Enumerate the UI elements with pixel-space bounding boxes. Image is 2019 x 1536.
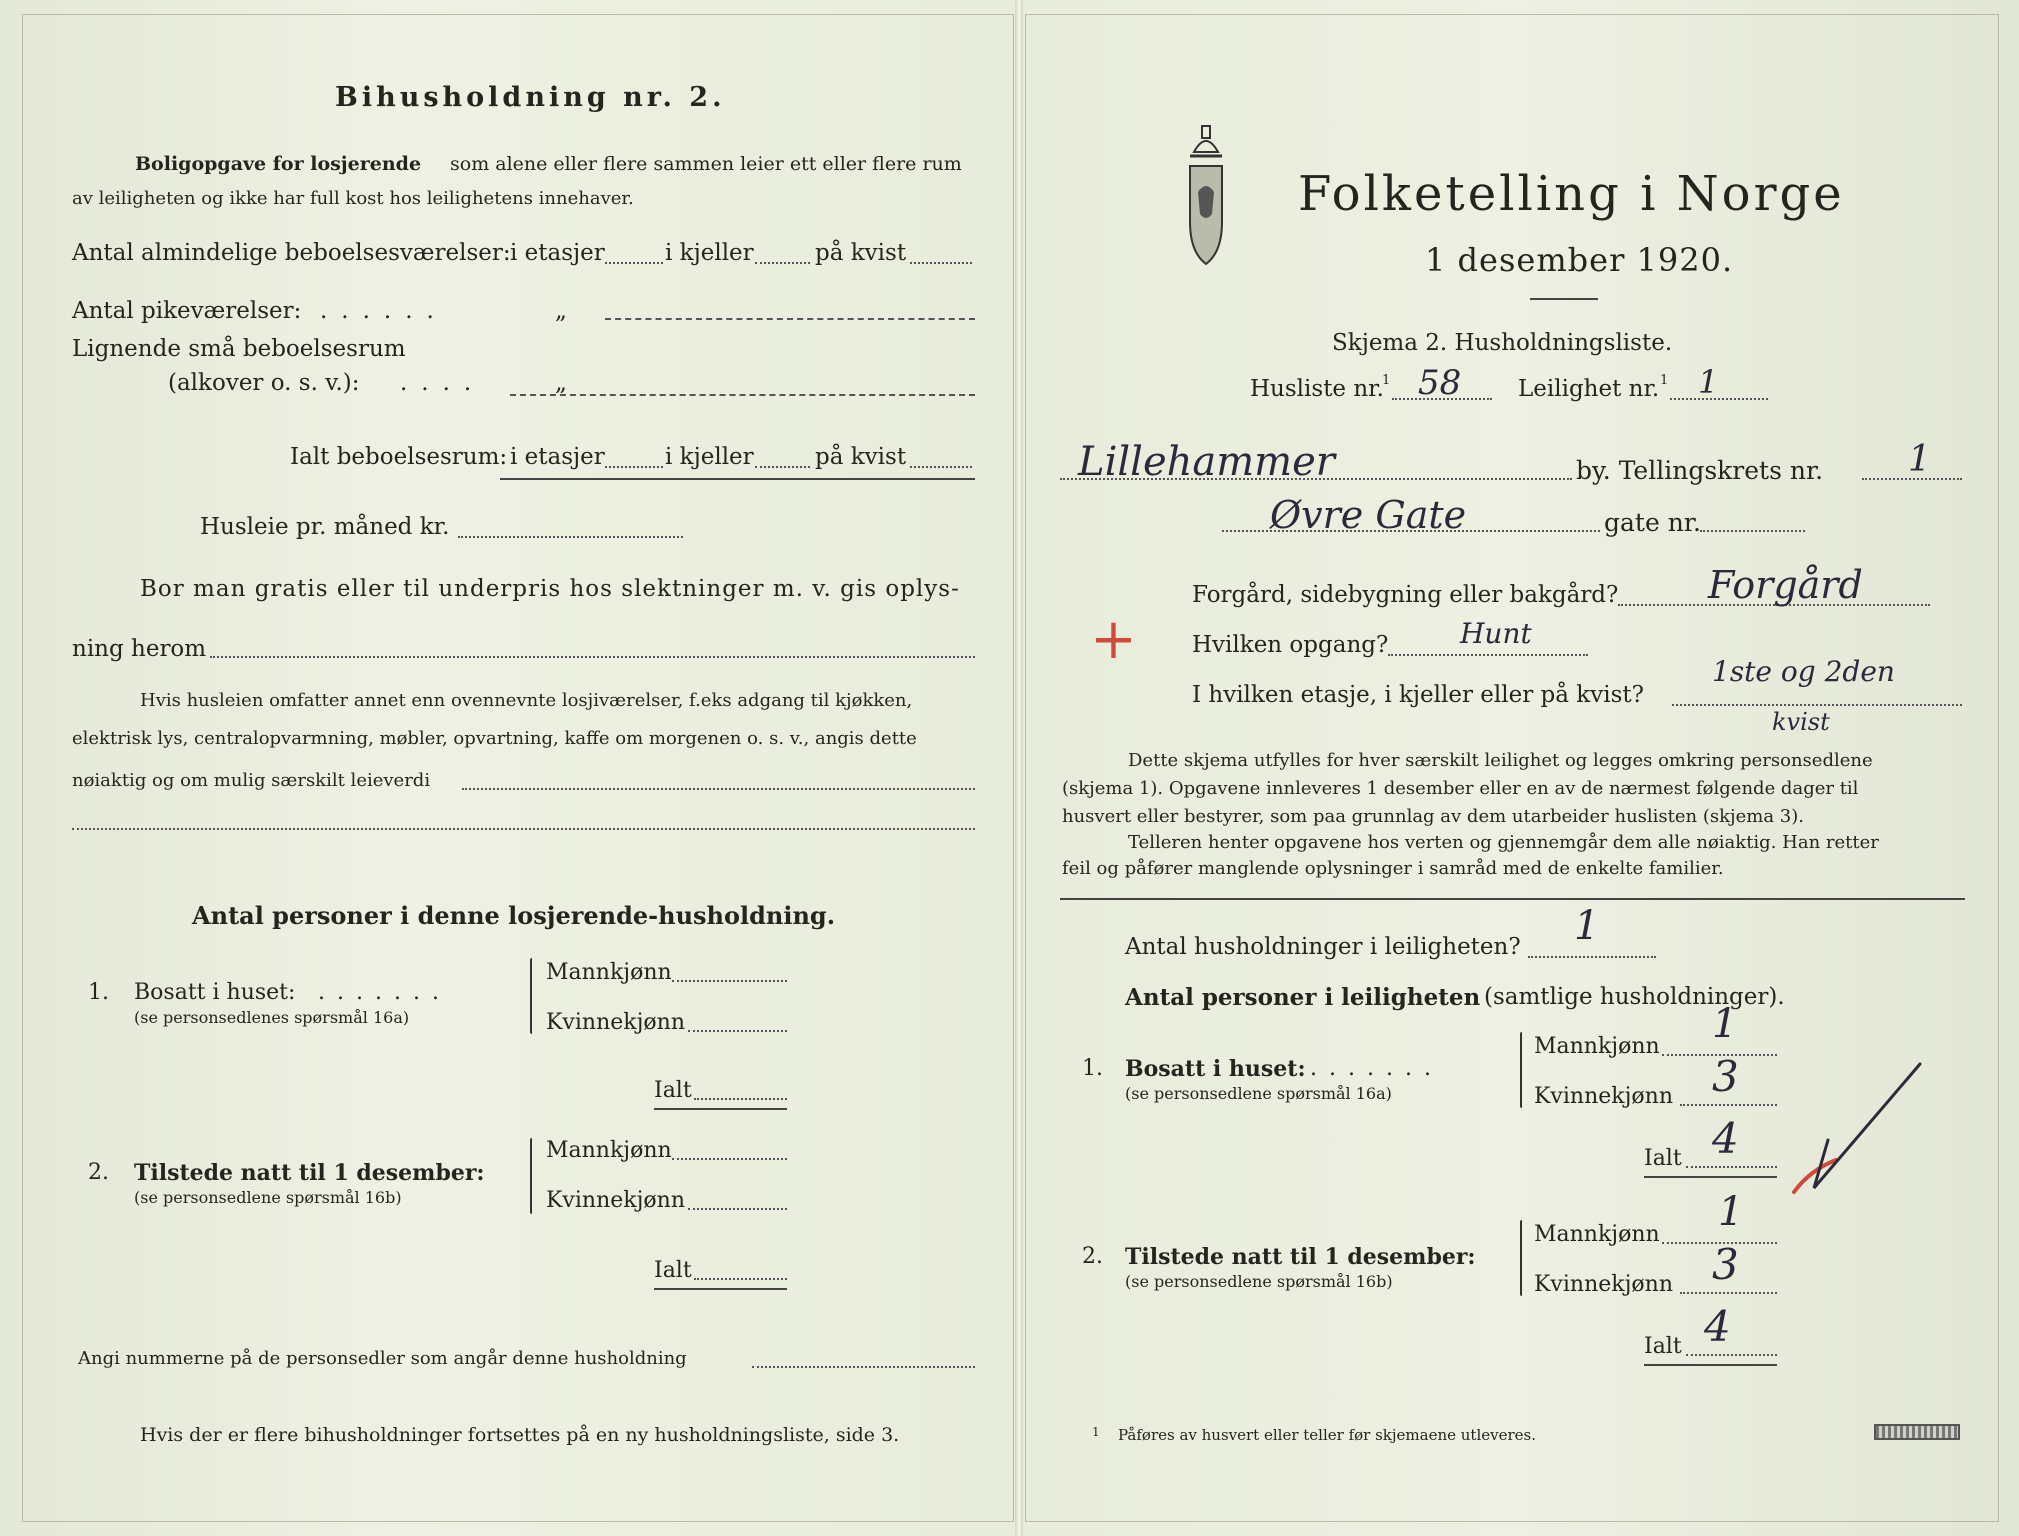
entrance-label: Hvilken opgang? (1192, 632, 1389, 658)
households-label: Antal husholdninger i leiligheten? (1125, 934, 1521, 960)
left-q2-female-field[interactable] (688, 1208, 787, 1210)
leilighet-label: Leilighet nr. (1518, 376, 1660, 402)
total-rule (500, 478, 975, 480)
footnote-text: Påføres av husvert eller teller før skjemaene utleveres. (1118, 1426, 1536, 1444)
rent-field[interactable] (458, 536, 683, 538)
right-q2-total-rule (1644, 1364, 1777, 1366)
left-q1-total-rule (654, 1108, 787, 1110)
right-q1-number: 1. (1082, 1056, 1103, 1081)
right-persons-heading-rest: (samtlige husholdninger). (1484, 984, 1785, 1010)
rooms-attic-label: på kvist (815, 240, 907, 266)
left-q1-female-field[interactable] (688, 1030, 787, 1032)
rooms-label: Antal almindelige beboelsesværelser: (72, 240, 511, 266)
instructions-divider (1060, 898, 1965, 900)
numbers-label: Angi nummerne på de personsedler som angår denne husholdning (78, 1348, 687, 1369)
right-q1-total-field[interactable] (1686, 1166, 1777, 1168)
total-floors-field[interactable] (605, 466, 663, 468)
total-attic-label: på kvist (815, 444, 907, 470)
right-q2-female-label: Kvinnekjønn (1534, 1272, 1673, 1297)
city-value: Lillehammer (1078, 439, 1335, 485)
intro-line2: av leiligheten og ikke har full kost hos leilighetens innehaver. (72, 188, 634, 209)
yard-label: Forgård, sidebygning eller bakgård? (1192, 582, 1619, 608)
households-value: 1 (1574, 903, 1600, 949)
similar-rooms-label: Lignende små beboelsesrum (72, 336, 406, 362)
total-attic-field[interactable] (910, 466, 972, 468)
left-q2-male-field[interactable] (672, 1158, 787, 1160)
alcove-ditto: „ (555, 370, 567, 396)
alcove-dots: .... (400, 370, 486, 396)
left-q2-label: Tilstede natt til 1 desember: (134, 1160, 485, 1186)
right-q2-total-field[interactable] (1686, 1354, 1777, 1356)
right-q1-female-value: 3 (1712, 1052, 1739, 1101)
households-field[interactable] (1528, 956, 1656, 958)
rooms-basement-field[interactable] (755, 262, 810, 264)
red-check-mark: + (1090, 607, 1137, 672)
maid-dots: ...... (320, 298, 448, 324)
right-q2-label: Tilstede natt til 1 desember: (1125, 1244, 1476, 1270)
total-floors-label: i etasjer (510, 444, 605, 470)
instruction-line-3: husvert eller bestyrer, som paa grunnlag av dem utarbeider huslisten (skjema 3). (1062, 806, 1804, 827)
rent-label: Husleie pr. måned kr. (200, 514, 450, 540)
right-q2-note: (se personsedlene spørsmål 16b) (1125, 1272, 1393, 1291)
left-q1-brace (530, 958, 532, 1034)
right-title: Folketelling i Norge (1298, 166, 1845, 222)
instruction-line-5: feil og påfører manglende oplysninger i samråd med de enkelte familier. (1062, 858, 1724, 879)
left-q1-total-field[interactable] (694, 1098, 787, 1100)
left-q1-male-label: Mannkjønn (546, 960, 672, 985)
leilighet-value: 1 (1698, 363, 1719, 401)
krets-value: 1 (1908, 439, 1931, 480)
rooms-basement-label: i kjeller (665, 240, 754, 266)
printer-stamp (1874, 1424, 1960, 1440)
intro-rest: som alene eller flere sammen leier ett eller flere rum (450, 153, 962, 175)
street-value: Øvre Gate (1270, 493, 1467, 537)
left-q2-total-label: Ialt (654, 1258, 692, 1283)
title-divider (1530, 298, 1598, 300)
alcove-label: (alkover o. s. v.): (168, 370, 360, 396)
maid-ditto: „ (555, 298, 567, 324)
total-basement-field[interactable] (755, 466, 810, 468)
left-title: Bihusholdning nr. 2. (335, 82, 726, 113)
footnote-marker: 1 (1092, 1425, 1100, 1439)
census-date: 1 desember 1920. (1425, 241, 1734, 279)
right-q2-total-label: Ialt (1644, 1334, 1682, 1359)
left-q1-label: Bosatt i huset: (134, 980, 296, 1005)
right-q1-male-label: Mannkjønn (1534, 1034, 1660, 1059)
right-q1-female-field[interactable] (1680, 1104, 1777, 1106)
alcove-field[interactable] (510, 394, 975, 396)
rooms-floors-field[interactable] (605, 262, 663, 264)
free-field[interactable] (210, 656, 975, 658)
rent-incl-1: Hvis husleien omfatter annet enn ovennevnte losjiværelser, f.eks adgang til kjøkken, (140, 690, 913, 711)
street-number-field[interactable] (1700, 530, 1805, 532)
left-q2-number: 2. (88, 1160, 109, 1185)
numbers-field[interactable] (752, 1366, 975, 1368)
right-q2-total-value: 4 (1704, 1302, 1731, 1351)
rooms-floors-label: i etasjer (510, 240, 605, 266)
rent-incl-2: elektrisk lys, centralopvarmning, møbler, opvartning, kaffe om morgenen o. s. v., angis dette (72, 728, 917, 749)
right-q1-total-label: Ialt (1644, 1146, 1682, 1171)
right-q1-brace (1520, 1032, 1522, 1108)
left-q1-male-field[interactable] (672, 980, 787, 982)
right-q1-male-value: 1 (1712, 1001, 1738, 1047)
page-fold (1015, 0, 1023, 1536)
left-q1-note: (se personsedlenes spørsmål 16a) (134, 1008, 410, 1027)
floor-label: I hvilken etasje, i kjeller eller på kvist? (1192, 682, 1644, 708)
right-persons-heading: Antal personer i leiligheten (1125, 984, 1481, 1011)
leilighet-footnote-mark: 1 (1660, 373, 1669, 388)
city-label: by. Tellingskrets nr. (1576, 456, 1824, 485)
intro-bold: Boligopgave for losjerende (135, 153, 422, 175)
right-q1-dots: ....... (1310, 1056, 1443, 1081)
yard-value: Forgård (1708, 563, 1863, 607)
floor-value: 1ste og 2den (1712, 655, 1895, 688)
left-q1-total-label: Ialt (654, 1078, 692, 1103)
right-q2-female-value: 3 (1712, 1240, 1739, 1289)
leilighet-field[interactable] (1670, 398, 1768, 400)
left-q2-male-label: Mannkjønn (546, 1138, 672, 1163)
left-persons-heading: Antal personer i denne losjerende-husholdning. (192, 901, 836, 930)
rent-incl-field-2[interactable] (72, 828, 975, 830)
husliste-value: 58 (1418, 363, 1462, 403)
right-q1-label: Bosatt i huset: (1125, 1056, 1306, 1082)
right-q1-female-label: Kvinnekjønn (1534, 1084, 1673, 1109)
coat-of-arms-icon (1178, 122, 1234, 272)
right-q2-female-field[interactable] (1680, 1292, 1777, 1294)
instruction-line-2: (skjema 1). Opgavene innleveres 1 desember eller en av de nærmest følgende dager til (1062, 778, 1859, 799)
schema-label: Skjema 2. Husholdningsliste. (1332, 330, 1673, 356)
right-q2-male-label: Mannkjønn (1534, 1222, 1660, 1247)
free-line1: Bor man gratis eller til underpris hos slektninger m. v. gis oplys- (140, 576, 960, 602)
maid-rooms-field[interactable] (605, 318, 975, 320)
maid-rooms-label: Antal pikeværelser: (72, 298, 302, 324)
husliste-footnote-mark: 1 (1382, 373, 1391, 388)
rent-incl-field[interactable] (462, 788, 975, 790)
tally-check-marks (1770, 1060, 1940, 1200)
right-q1-total-rule (1644, 1176, 1777, 1178)
right-q1-note: (se personsedlene spørsmål 16a) (1125, 1084, 1392, 1103)
left-q2-female-label: Kvinnekjønn (546, 1188, 685, 1213)
left-q2-total-rule (654, 1288, 787, 1290)
husliste-label: Husliste nr. (1250, 376, 1384, 402)
left-q2-brace (530, 1138, 532, 1214)
total-rooms-label: Ialt beboelsesrum: (290, 444, 508, 470)
left-q2-total-field[interactable] (694, 1278, 787, 1280)
right-q2-brace (1520, 1220, 1522, 1296)
floor-value-2: kvist (1772, 708, 1830, 736)
continued-note: Hvis der er flere bihusholdninger fortsettes på en ny husholdningsliste, side 3. (140, 1424, 900, 1446)
instruction-line-4: Telleren henter opgavene hos verten og gjennemgår dem alle nøiaktig. Han retter (1128, 832, 1879, 853)
right-q2-number: 2. (1082, 1244, 1103, 1269)
left-q1-dots: ....... (318, 980, 451, 1005)
left-q1-female-label: Kvinnekjønn (546, 1010, 685, 1035)
rent-incl-3: nøiaktig og om mulig særskilt leieverdi (72, 770, 431, 791)
left-q1-number: 1. (88, 980, 109, 1005)
right-q1-total-value: 4 (1712, 1114, 1739, 1163)
street-label: gate nr. (1604, 508, 1701, 537)
instruction-line-1: Dette skjema utfylles for hver særskilt leilighet og legges omkring personsedlene (1128, 750, 1873, 771)
total-basement-label: i kjeller (665, 444, 754, 470)
right-q2-male-value: 1 (1718, 1189, 1744, 1235)
free-line2: ning herom (72, 636, 207, 662)
left-q2-note: (se personsedlene spørsmål 16b) (134, 1188, 402, 1207)
entrance-value: Hunt (1460, 617, 1532, 650)
rooms-attic-field[interactable] (910, 262, 972, 264)
floor-field[interactable] (1672, 704, 1962, 706)
entrance-field[interactable] (1388, 654, 1588, 656)
